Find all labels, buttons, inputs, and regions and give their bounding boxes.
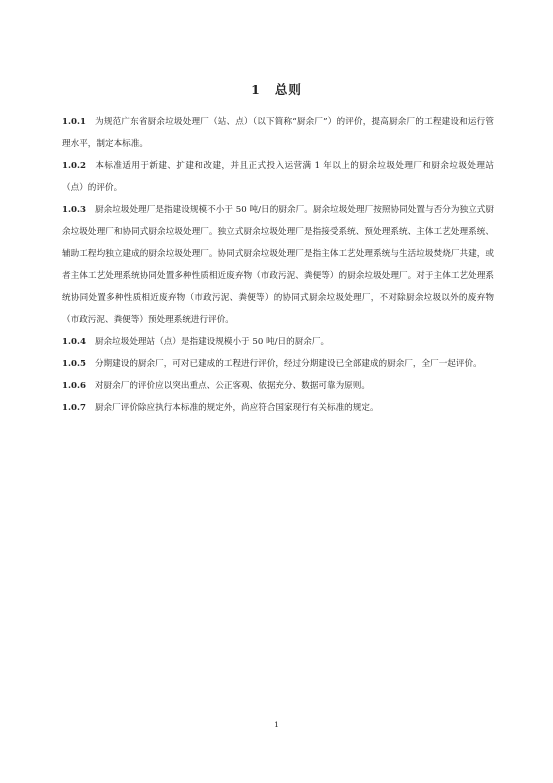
clause-text: 本标准适用于新建、扩建和改建，并且正式投入运营满 1 年以上的厨余垃圾处理厂和厨余垃圾处理站（点）的评价。 [62,161,494,193]
clause-number: 1.0.7 [62,403,86,413]
clause-number: 1.0.2 [62,161,86,171]
clause-1-0-4 [62,331,494,353]
chapter-title-text: 总则 [274,82,302,97]
clause-text: 厨余厂评价除应执行本标准的规定外，尚应符合国家现行有关标准的规定。 [94,403,379,413]
clause-1-0-7 [62,397,494,419]
clause-number: 1.0.4 [62,337,86,347]
chapter-title [0,80,553,98]
clause-number: 1.0.5 [62,359,86,369]
clause-text: 为规范广东省厨余垃圾处理厂（站、点）（以下简称“厨余厂”）的评价，提高厨余厂的工程建设和运行管理水平，制定本标准。 [62,117,494,149]
clause-number: 1.0.6 [62,381,86,391]
clause-number: 1.0.1 [62,117,86,127]
page-number: 1 [274,720,279,729]
clause-text: 分期建设的厨余厂，可对已建成的工程进行评价，经过分期建设已全部建成的厨余厂，全厂一起评价。 [94,359,482,369]
clause-text: 厨余垃圾处理站（点）是指建设规模小于 50 吨/日的厨余厂。 [94,337,330,347]
chapter-number: 1 [251,82,261,97]
clause-1-0-3 [62,199,494,331]
clause-1-0-2 [62,155,494,199]
clause-1-0-5 [62,353,494,375]
clause-text: 对厨余厂的评价应以突出重点、公正客观、依据充分、数据可靠为原则。 [94,381,370,391]
clause-number: 1.0.3 [62,205,86,215]
clause-text: 厨余垃圾处理厂是指建设规模不小于 50 吨/日的厨余厂。厨余垃圾处理厂按照协同处置与否分为独立式厨余垃圾处理厂和协同式厨余垃圾处理厂。独立式厨余垃圾处理厂是指接受系统、预处理系统、主体工艺处理系统、辅助工程均独立建成的厨余垃圾处理厂。协同式厨余垃圾处理厂是指主体工艺处理系统与生活垃圾焚烧厂共建，或者主体工艺处理系统协同处置多种性质相近废弃物（市政污泥、粪便等）的厨余垃圾处理厂。对于主体工艺处理系统协同处置多种性质相近废弃物（市政污泥、粪便等）的协同式厨余垃圾处理厂，不对除厨余垃圾以外的废弃物（市政污泥、粪便等）预处理系统进行评价。 [62,205,494,325]
clause-list [62,111,494,419]
clause-1-0-1 [62,111,494,155]
clause-1-0-6 [62,375,494,397]
